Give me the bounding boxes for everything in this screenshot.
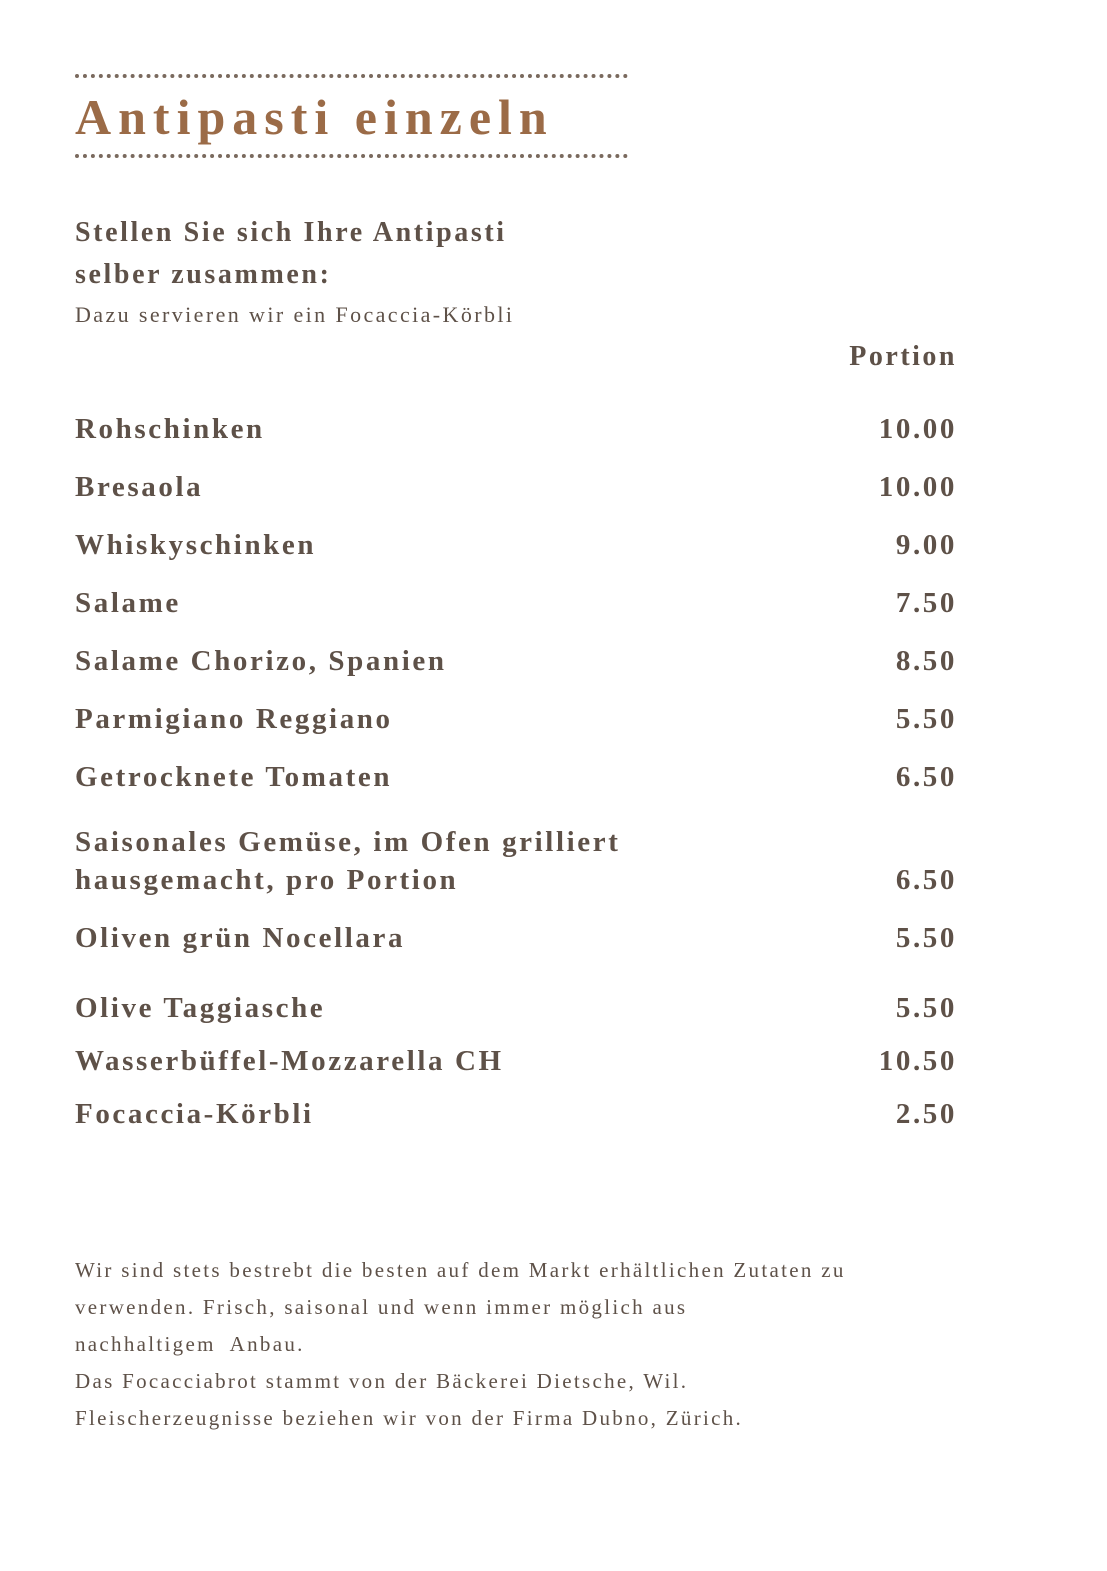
menu-item-price: 7.50 <box>895 587 957 619</box>
menu-item-price: 2.50 <box>895 1098 957 1130</box>
menu-item-price: 10.00 <box>878 413 957 445</box>
footer-line: verwenden. Frisch, saisonal und wenn immer möglich aus <box>75 1295 688 1319</box>
menu-item-price: 10.00 <box>878 471 957 503</box>
footer-line: nachhaltigem Anbau. <box>75 1332 305 1356</box>
menu-item-name: Wasserbüffel-Mozzarella CH <box>75 1045 504 1077</box>
menu-item-price: 9.00 <box>895 529 957 561</box>
menu-item-price: 6.50 <box>895 761 957 793</box>
menu-item-name: Salame Chorizo, Spanien <box>75 645 447 677</box>
menu-item-price: 10.50 <box>878 1045 957 1077</box>
portion-column-header: Portion <box>849 341 957 372</box>
footer-line: Das Focacciabrot stammt von der Bäckerei Dietsche, Wil. <box>75 1369 689 1393</box>
menu-item-price: 5.50 <box>895 922 957 954</box>
menu-item-name: Olive Taggiasche <box>75 992 326 1024</box>
intro-line-2: selber zusammen: <box>75 259 332 290</box>
menu-item-price: 5.50 <box>895 992 957 1024</box>
footer-line: Wir sind stets bestrebt die besten auf dem Markt erhältlichen Zutaten zu <box>75 1258 846 1282</box>
menu-item-name: Rohschinken <box>75 413 265 445</box>
intro-line-1: Stellen Sie sich Ihre Antipasti <box>75 217 507 248</box>
intro-subtitle: Dazu servieren wir ein Focaccia-Körbli <box>75 302 515 327</box>
intro-heading <box>75 212 507 296</box>
footer-line: Fleischerzeugnisse beziehen wir von der Firma Dubno, Zürich. <box>75 1406 744 1430</box>
menu-item-name: Saisonales Gemüse, im Ofen grilliert <box>75 826 621 858</box>
menu-item-name: Focaccia-Körbli <box>75 1098 314 1130</box>
menu-item-price: 6.50 <box>895 864 957 896</box>
menu-item-name: Salame <box>75 587 181 619</box>
menu-item-name: Parmigiano Reggiano <box>75 703 393 735</box>
title-bottom-divider <box>75 154 628 158</box>
footer-notes <box>75 1252 846 1437</box>
page-title: Antipasti einzeln <box>75 89 554 145</box>
menu-item-name: Oliven grün Nocellara <box>75 922 406 954</box>
title-top-divider <box>75 74 628 78</box>
menu-item-price: 8.50 <box>895 645 957 677</box>
menu-item-price: 5.50 <box>895 703 957 735</box>
menu-item-name: Getrocknete Tomaten <box>75 761 393 793</box>
menu-item-name-continued: hausgemacht, pro Portion <box>75 864 459 896</box>
menu-item-name: Whiskyschinken <box>75 529 317 561</box>
menu-item-name: Bresaola <box>75 471 204 503</box>
